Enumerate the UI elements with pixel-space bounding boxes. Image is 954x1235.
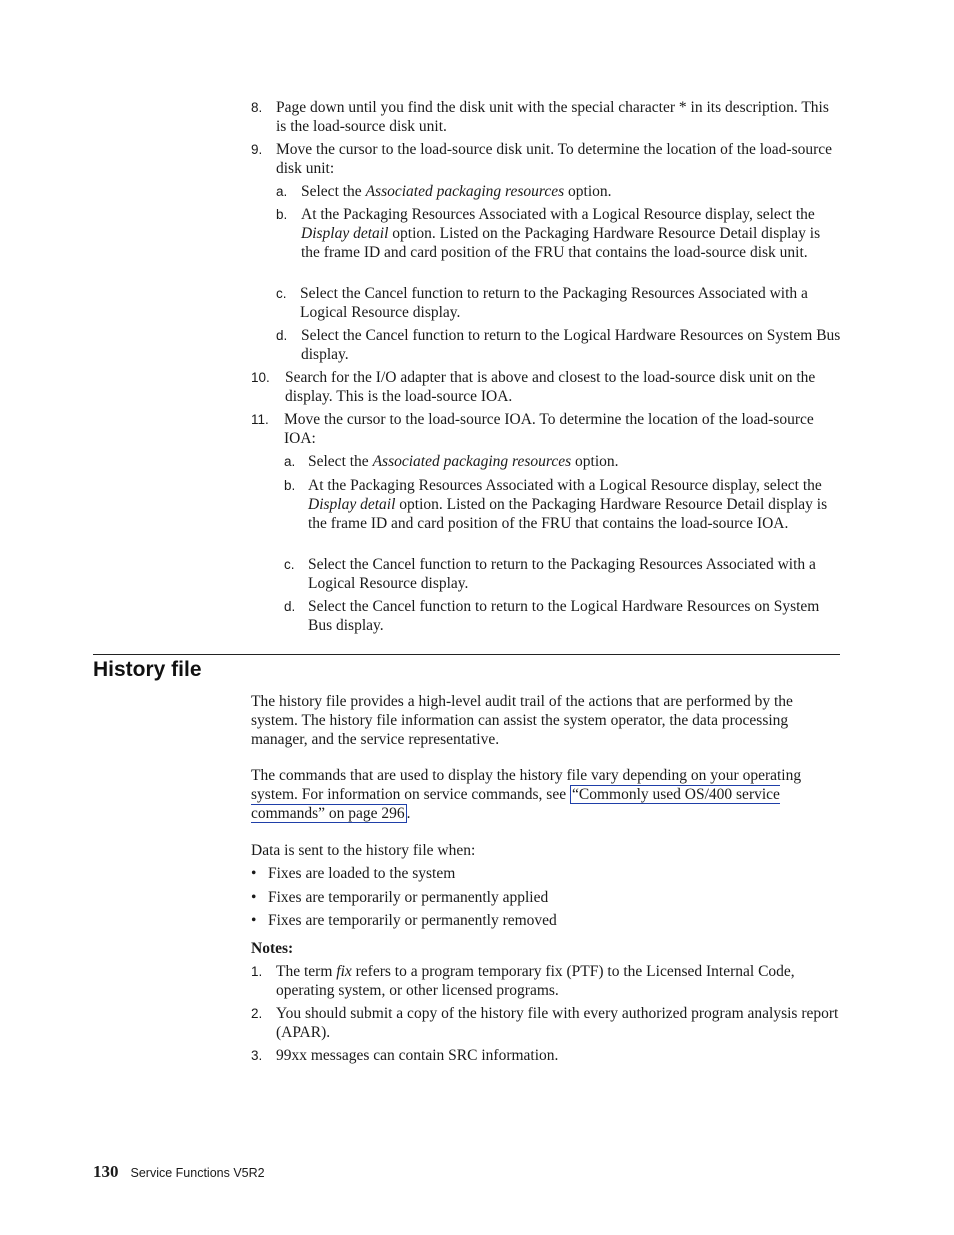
note-item xyxy=(251,962,841,1000)
step-9 xyxy=(251,140,841,178)
note-text: The term fix refers to a program temporary fix (PTF) to the Licensed Internal Code, operating system, or other licensed programs. xyxy=(276,963,795,999)
book-title: Service Functions V5R2 xyxy=(130,1166,265,1180)
intro-paragraph: The history file provides a high-level audit trail of the actions that are performed by the system. The history file information can assist the system operator, the data processing manager, and the service representative. xyxy=(251,693,793,748)
substep-text: Select the Cancel function to return to the Packaging Resources Associated with a Logical Resource display. xyxy=(300,285,808,321)
step-9b xyxy=(276,205,841,262)
commands-paragraph: The commands that are used to display the history file vary depending on your operating system. For information on service commands, see “Commonly used OS/400 service commands” on page 296 . xyxy=(251,767,802,822)
bullet-marker: • xyxy=(251,865,257,882)
substep-letter: b. xyxy=(284,478,296,493)
substep-text: At the Packaging Resources Associated with a Logical Resource display, select the Display detail option. Listed on the Packaging Hardware Resource Detail display is the frame ID and card position of the FRU that contains the load-source IOA. xyxy=(308,477,828,532)
substep-text: Select the Associated packaging resources option. xyxy=(308,453,619,470)
section-divider xyxy=(93,654,840,655)
step-11d xyxy=(284,597,841,635)
step-number: 10. xyxy=(251,370,270,385)
step-number: 8. xyxy=(251,100,263,115)
step-text: Search for the I/O adapter that is above and closest to the load-source disk unit on the display. This is the load-source IOA. xyxy=(285,369,816,405)
bullet-text: Fixes are loaded to the system xyxy=(268,865,456,882)
emphasis-term: Display detail xyxy=(301,225,389,242)
step-9a xyxy=(276,182,841,201)
note-text: 99xx messages can contain SRC information. xyxy=(276,1047,559,1064)
step-number: 11. xyxy=(251,412,269,427)
step-9c xyxy=(276,284,841,322)
bullet-text: Fixes are temporarily or permanently removed xyxy=(268,912,557,929)
substep-letter: a. xyxy=(284,454,296,469)
substep-letter: a. xyxy=(276,184,288,199)
emphasis-term: Display detail xyxy=(308,496,396,513)
note-item xyxy=(251,1004,841,1042)
note-number: 3. xyxy=(251,1048,263,1063)
substep-letter: d. xyxy=(284,599,296,614)
step-8 xyxy=(251,98,841,136)
substep-text: Select the Associated packaging resources option. xyxy=(301,183,612,200)
notes-label: Notes: xyxy=(251,940,294,957)
substep-text: Select the Cancel function to return to the Logical Hardware Resources on System Bus display. xyxy=(308,598,820,634)
step-text: Move the cursor to the load-source disk unit. To determine the location of the load-source disk unit: xyxy=(276,141,833,177)
step-11b xyxy=(284,476,841,533)
bullet-item xyxy=(251,864,841,883)
note-item xyxy=(251,1046,841,1065)
cross-reference-link[interactable]: “Commonly used OS/400 service commands” on page 296 xyxy=(251,786,780,822)
page-footer xyxy=(93,1162,265,1183)
data-sent-intro: Data is sent to the history file when: xyxy=(251,842,476,859)
step-11c xyxy=(284,555,841,593)
substep-text: Select the Cancel function to return to the Packaging Resources Associated with a Logical Resource display. xyxy=(308,556,816,592)
emphasis-term: Associated packaging resources xyxy=(365,183,565,200)
step-11 xyxy=(251,410,841,448)
bullet-marker: • xyxy=(251,889,257,906)
page-number: 130 xyxy=(93,1162,119,1181)
substep-text: At the Packaging Resources Associated with a Logical Resource display, select the Display detail option. Listed on the Packaging Hardware Resource Detail display is the frame ID and card position of the FRU that contains the load-source disk unit. xyxy=(301,206,821,261)
substep-letter: c. xyxy=(284,557,295,572)
emphasis-term: fix xyxy=(336,963,352,980)
substep-letter: c. xyxy=(276,286,287,301)
substep-text: Select the Cancel function to return to the Logical Hardware Resources on System Bus display. xyxy=(301,327,841,363)
note-text: You should submit a copy of the history file with every authorized program analysis report (APAR). xyxy=(276,1005,839,1041)
note-number: 1. xyxy=(251,964,263,979)
bullet-item xyxy=(251,911,841,930)
substep-letter: d. xyxy=(276,328,288,343)
step-10 xyxy=(251,368,841,406)
step-number: 9. xyxy=(251,142,263,157)
bullet-item xyxy=(251,888,841,907)
step-9d xyxy=(276,326,841,364)
bullet-marker: • xyxy=(251,912,257,929)
section-heading: History file xyxy=(93,658,202,681)
step-text: Move the cursor to the load-source IOA. To determine the location of the load-source IOA: xyxy=(284,411,814,447)
bullet-text: Fixes are temporarily or permanently applied xyxy=(268,889,549,906)
note-number: 2. xyxy=(251,1006,263,1021)
step-text: Page down until you find the disk unit with the special character * in its description. This is the load-source disk unit. xyxy=(276,99,829,135)
step-11a xyxy=(284,452,841,471)
substep-letter: b. xyxy=(276,207,288,222)
emphasis-term: Associated packaging resources xyxy=(372,453,572,470)
